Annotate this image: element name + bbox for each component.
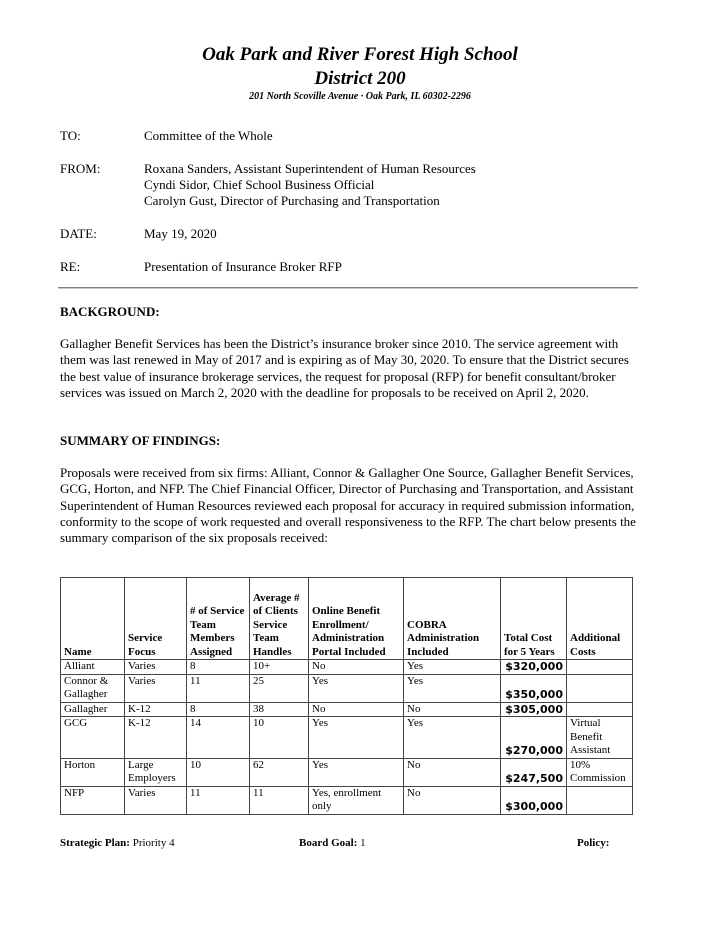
date-label: DATE: [60,226,97,241]
header-portal: Online Benefit Enrollment/ Administration Portal Included [309,578,404,660]
cell-additional [567,660,633,675]
cell-clients: 62 [250,758,309,786]
cell-focus: K-12 [125,717,187,759]
strategic-label: Strategic Plan: [60,837,130,849]
footer-board-goal [299,837,366,849]
proposal-comparison-table [60,577,633,815]
header-name: Name [61,578,125,660]
header-divider [58,287,638,289]
cell-additional: 10% Commission [567,758,633,786]
from-values [144,161,644,209]
cell-name: NFP [61,786,125,814]
cell-name: Gallagher [61,702,125,717]
re-value: Presentation of Insurance Broker RFP [144,259,342,274]
cell-cobra: No [404,758,501,786]
cell-cost: $270,000 [501,717,567,759]
cell-cost: $300,000 [501,786,567,814]
cell-cobra: No [404,786,501,814]
cell-portal: Yes, enrollment only [309,786,404,814]
district-title: Oak Park and River Forest High School [202,44,518,65]
header-cost: Total Cost for 5 Years [501,578,567,660]
cell-cost: $320,000 [501,660,567,675]
date-value: May 19, 2020 [144,226,217,241]
cell-portal: No [309,660,404,675]
cell-additional [567,786,633,814]
cell-portal: Yes [309,674,404,702]
cell-portal: Yes [309,758,404,786]
table-row [61,674,633,702]
from-line: Cyndi Sidor, Chief School Business Official [144,177,375,192]
header-members: # of Service Team Members Assigned [187,578,250,660]
cell-name: Alliant [61,660,125,675]
header-focus: Service Focus [125,578,187,660]
table-row [61,660,633,675]
cell-additional [567,674,633,702]
to-value: Committee of the Whole [144,128,273,143]
header-clients: Average # of Clients Service Team Handles [250,578,309,660]
findings-text: Proposals were received from six firms: Alliant, Connor & Gallagher One Source, Gallagher Benefit Services, GCG, Horton, and NFP. The Chief Financial Officer, Director of Purchasing and Transportation, and Assistant Superintendent of Human Resources reviewed each proposal for accuracy in required submission information, conformity to the scope of work requested and overall responsiveness to the RFP. The chart below presents the summary comparison of the six proposals received: [60,465,636,546]
board-value: 1 [360,837,366,849]
cell-members: 8 [187,702,250,717]
table-row [61,786,633,814]
table-header-row [61,578,633,660]
re-label: RE: [60,259,81,274]
cell-focus: K-12 [125,702,187,717]
cell-cobra: Yes [404,674,501,702]
cell-clients: 38 [250,702,309,717]
cell-members: 11 [187,786,250,814]
cell-cobra: Yes [404,717,501,759]
cell-portal: Yes [309,717,404,759]
from-label: FROM: [60,161,101,176]
cell-name: Connor & Gallagher [61,674,125,702]
cell-clients: 10+ [250,660,309,675]
cell-cost: $350,000 [501,674,567,702]
header-cobra: COBRA Administration Included [404,578,501,660]
cell-clients: 11 [250,786,309,814]
cell-focus: Large Employers [125,758,187,786]
cell-members: 14 [187,717,250,759]
cell-cobra: No [404,702,501,717]
cell-cost: $305,000 [501,702,567,717]
cell-additional [567,702,633,717]
background-heading: BACKGROUND: [60,304,160,319]
cell-clients: 25 [250,674,309,702]
cell-members: 10 [187,758,250,786]
cell-name: Horton [61,758,125,786]
cell-members: 8 [187,660,250,675]
table-row [61,758,633,786]
findings-heading: SUMMARY OF FINDINGS: [60,433,221,448]
cell-focus: Varies [125,674,187,702]
board-label: Board Goal: [299,837,358,849]
policy-label: Policy: [577,837,610,849]
cell-cobra: Yes [404,660,501,675]
to-label: TO: [60,128,81,143]
cell-cost: $247,500 [501,758,567,786]
cell-members: 11 [187,674,250,702]
footer-strategic-plan [60,837,175,849]
footer-policy [577,837,609,849]
district-address: 201 North Scoville Avenue · Oak Park, IL 60302-2296 [249,91,471,102]
table-row [61,702,633,717]
district-subtitle: District 200 [314,68,406,89]
from-line: Carolyn Gust, Director of Purchasing and Transportation [144,193,440,208]
cell-focus: Varies [125,660,187,675]
cell-focus: Varies [125,786,187,814]
strategic-value: Priority 4 [132,837,175,849]
cell-clients: 10 [250,717,309,759]
table-row [61,717,633,759]
cell-portal: No [309,702,404,717]
header-additional: Additional Costs [567,578,633,660]
cell-name: GCG [61,717,125,759]
cell-additional: Virtual Benefit Assistant [567,717,633,759]
background-text: Gallagher Benefit Services has been the District’s insurance broker since 2010. The service agreement with them was last renewed in May of 2017 and is expiring as of May 30, 2020. To ensure that the District secures the best value of insurance brokerage services, the request for proposal (RFP) for benefit consultant/broker services was issued on March 2, 2020 with the deadline for proposals to be received on April 2, 2020. [60,336,629,400]
from-line: Roxana Sanders, Assistant Superintendent of Human Resources [144,161,476,176]
